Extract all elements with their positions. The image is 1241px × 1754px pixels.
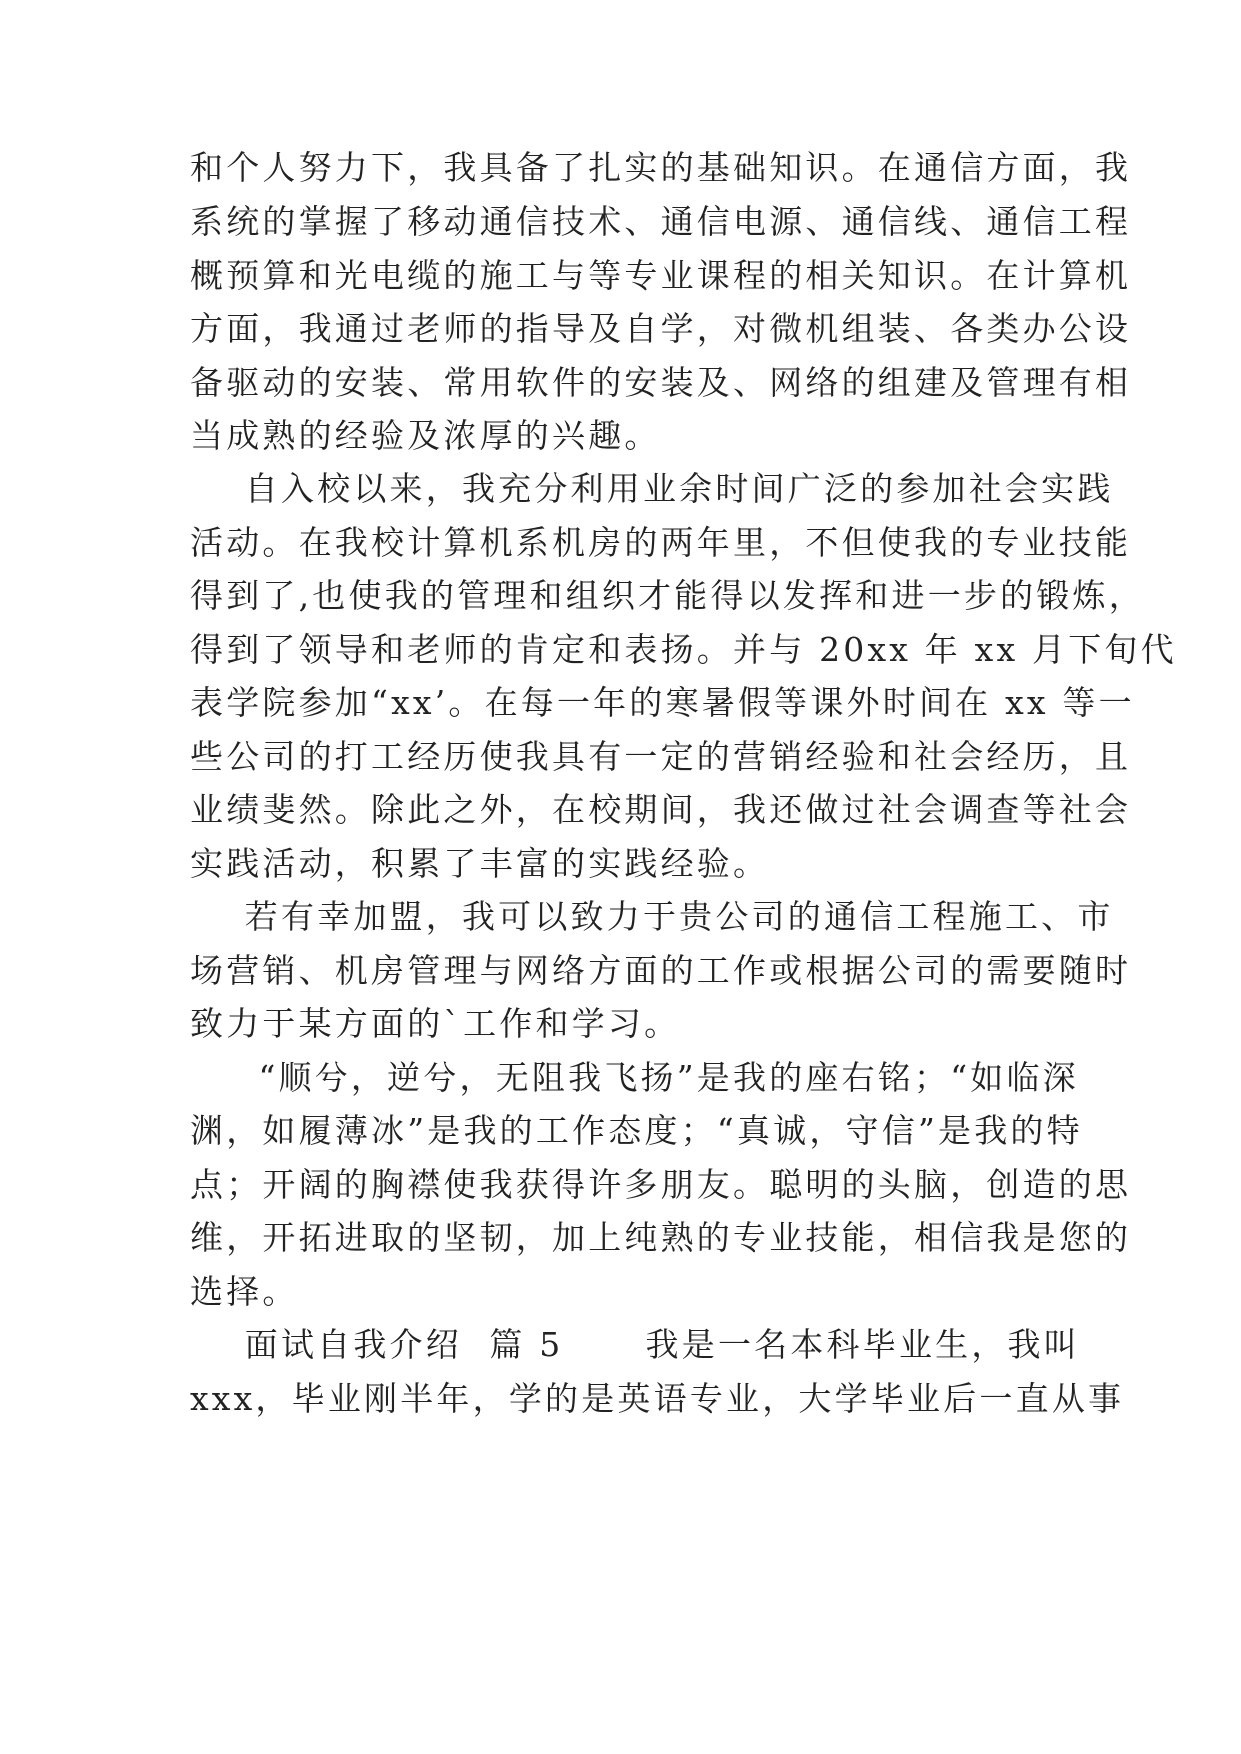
text-line: 面试自我介绍 篇 5 我是一名本科毕业生，我叫 — [190, 1325, 1080, 1364]
text-line: 概预算和光电缆的施工与等专业课程的相关知识。在计算机 — [190, 256, 1132, 295]
text-line: 活动。在我校计算机系机房的两年里，不但使我的专业技能 — [190, 523, 1132, 562]
text-line: 当成熟的经验及浓厚的兴趣。 — [190, 416, 661, 455]
text-line: 系统的掌握了移动通信技术、通信电源、通信线、通信工程 — [190, 202, 1132, 241]
text-line: 和个人努力下，我具备了扎实的基础知识。在通信方面，我 — [190, 148, 1132, 187]
text-line: 选择。 — [190, 1272, 299, 1311]
text-line: 若有幸加盟，我可以致力于贵公司的通信工程施工、市 — [190, 897, 1114, 936]
text-line: 点；开阔的胸襟使我获得许多朋友。聪明的头脑，创造的思 — [190, 1165, 1132, 1204]
text-line: 实践活动，积累了丰富的实践经验。 — [190, 844, 770, 883]
text-line: 维，开拓进取的坚韧，加上纯熟的专业技能，相信我是您的 — [190, 1218, 1132, 1257]
text-line: 表学院参加“xx’。在每一年的寒暑假等课外时间在 xx 等一 — [190, 683, 1135, 722]
text-line: 备驱动的安装、常用软件的安装及、网络的组建及管理有相 — [190, 363, 1132, 402]
text-line: 得到了领导和老师的肯定和表扬。并与 20xx 年 xx 月下旬代 — [190, 630, 1177, 669]
text-line: 业绩斐然。除此之外，在校期间，我还做过社会调查等社会 — [190, 790, 1132, 829]
text-line: 自入校以来，我充分利用业余时间广泛的参加社会实践 — [190, 469, 1114, 508]
text-line: 渊，如履薄冰”是我的工作态度；“真诚，守信”是我的特 — [190, 1111, 1083, 1150]
text-line: “顺兮，逆兮，无阻我飞扬”是我的座右铭；“如临深 — [190, 1058, 1079, 1097]
text-line: 得到了,也使我的管理和组织才能得以发挥和进一步的锻炼， — [190, 576, 1145, 615]
text-line: 致力于某方面的`工作和学习。 — [190, 1004, 681, 1043]
text-line: 场营销、机房管理与网络方面的工作或根据公司的需要随时 — [190, 951, 1132, 990]
text-line: 些公司的打工经历使我具有一定的营销经验和社会经历，且 — [190, 737, 1132, 776]
text-line: 方面，我通过老师的指导及自学，对微机组装、各类办公设 — [190, 309, 1132, 348]
text-line: xxx，毕业刚半年，学的是英语专业，大学毕业后一直从事 — [190, 1379, 1125, 1418]
